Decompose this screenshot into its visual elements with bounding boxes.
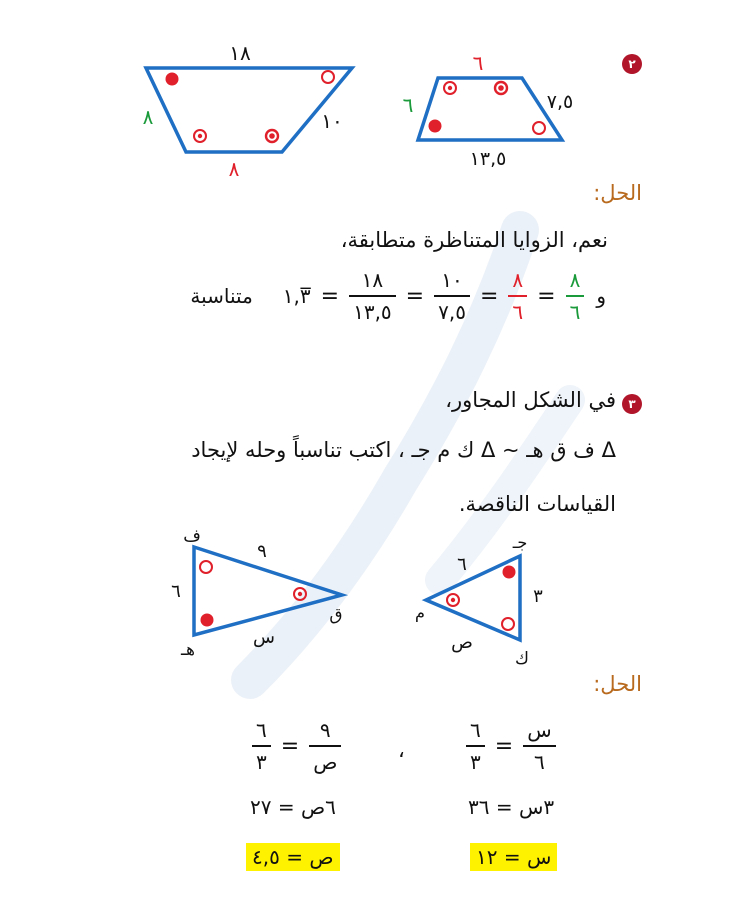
ratio-result: ١,٣̅ <box>282 284 311 308</box>
left-fraction-2: $\frac{٦}{٣}$ <box>252 718 271 774</box>
tri2-side-bottom: ص <box>451 632 473 653</box>
fraction-1: $\frac{٨}{٦}$ <box>566 268 585 324</box>
vertex-m: م <box>415 603 425 622</box>
tri2-side-top: ٦ <box>457 554 467 575</box>
fraction-2: $\frac{٨}{٦}$ <box>508 268 527 324</box>
solution-label-problem-2: الحل: <box>593 181 642 205</box>
problem-3-line-1: في الشكل المجاور، <box>445 388 616 412</box>
left-fraction-1: $\frac{٩}{\text{ص}}$ <box>309 718 341 774</box>
small-trap-left-label: ٦ <box>402 93 414 117</box>
left-proportion: $\frac{٩}{\text{ص}}$ = $\frac{٦}{٣}$ <box>252 718 341 774</box>
problem-3-badge: ٣ <box>622 394 642 414</box>
and-word: و <box>596 284 606 308</box>
right-proportion: $\frac{\text{س}}{٦}$ = $\frac{٦}{٣}$ <box>466 718 556 774</box>
problem-2-proportion-row: و $\frac{٨}{٦}$ = $\frac{٨}{٦}$ = $\frac{١٠}{٧,٥}$ = $\frac{١٨}{١٣,٥}$ = ١,٣̅ متناسبة <box>190 268 606 324</box>
problem-2-badge: ٢ <box>622 54 642 74</box>
problem-2-statement: نعم، الزوايا المتناظرة متطابقة، <box>340 228 608 252</box>
vertex-h: هـ <box>181 640 195 660</box>
vertex-j: جـ <box>512 533 528 552</box>
small-trapezoid-figure <box>398 50 583 180</box>
right-fraction-1: $\frac{\text{س}}{٦}$ <box>523 718 555 774</box>
large-trap-bottom-label: ٨ <box>228 157 240 181</box>
large-trap-top-label: ١٨ <box>229 41 251 65</box>
solution-label-problem-3: الحل: <box>593 672 642 696</box>
right-fraction-2: $\frac{٦}{٣}$ <box>466 718 485 774</box>
proportional-word: متناسبة <box>190 284 253 308</box>
left-step: ٦ص = ٢٧ <box>250 795 336 819</box>
tri2-side-right: ٣ <box>533 586 543 607</box>
large-trapezoid-figure <box>130 38 370 188</box>
problem-3-line-3: القياسات الناقصة. <box>458 492 616 516</box>
vertex-k: ك <box>514 649 530 669</box>
angle-mark-filled <box>166 73 179 86</box>
tri1-side-left: ٦ <box>171 581 181 602</box>
triangle-kmj-figure <box>408 532 558 672</box>
large-trap-right-label: ١٠ <box>321 109 343 133</box>
large-trap-left-label: ٨ <box>142 105 154 129</box>
angle-mark-open <box>322 71 334 83</box>
triangle-fqh-figure <box>160 525 370 665</box>
left-answer-highlight: ص = ٤,٥ <box>246 843 340 871</box>
right-step: ٣س = ٣٦ <box>468 795 555 819</box>
vertex-f: ف <box>183 526 201 546</box>
problem-3-line-2: Δ ف ق هـ ∽ Δ ك م جـ ، اكتب تناسباً وحله لإيجاد <box>191 438 616 462</box>
equation-separator-comma: ، <box>398 738 405 762</box>
tri1-side-bottom: س <box>253 627 275 648</box>
fraction-3: $\frac{١٠}{٧,٥}$ <box>434 268 470 324</box>
small-trap-right-label: ٧,٥ <box>546 91 574 113</box>
right-answer-highlight: س = ١٢ <box>470 843 557 871</box>
small-trap-bottom-label: ١٣,٥ <box>469 148 507 170</box>
tri1-side-top: ٩ <box>257 541 267 562</box>
vertex-q: ق <box>329 605 343 625</box>
small-trap-top-label: ٦ <box>472 51 484 75</box>
fraction-4: $\frac{١٨}{١٣,٥}$ <box>349 268 396 324</box>
